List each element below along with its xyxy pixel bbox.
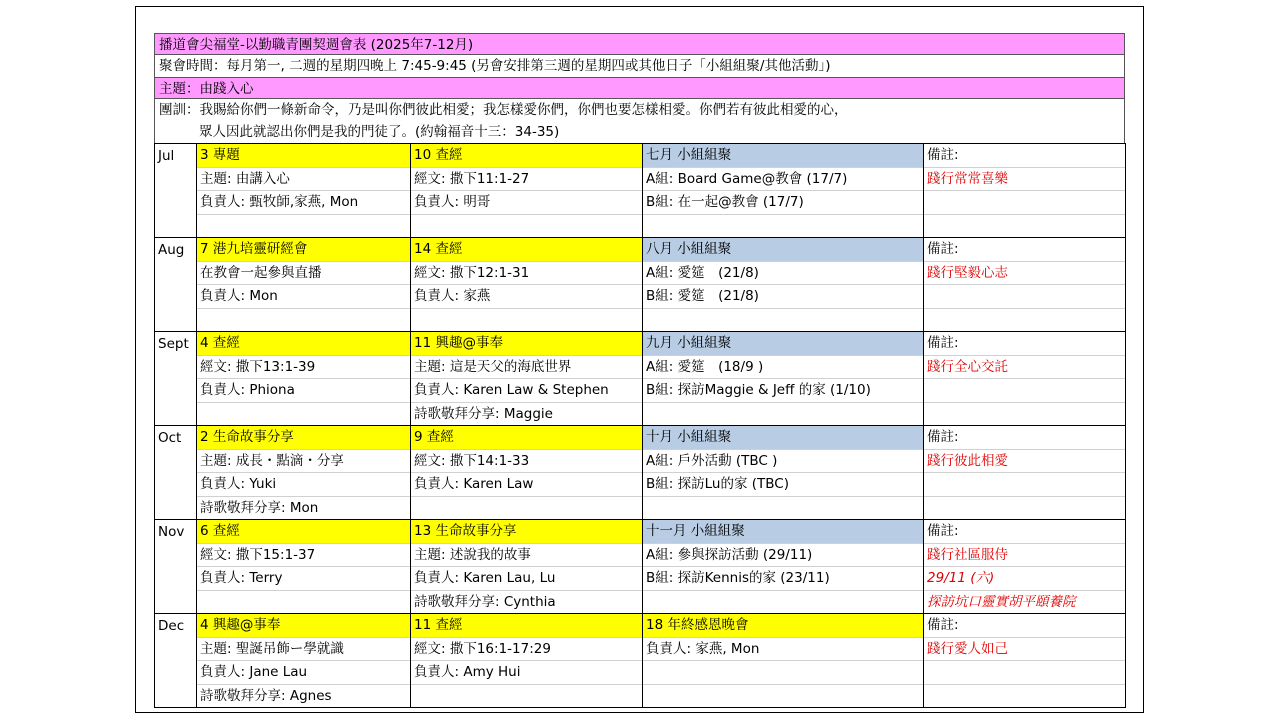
note-cell: 探訪坑口靈實胡平頤養院 (924, 590, 1126, 614)
meeting-time: 聚會時間：每月第一, 二週的星期四晚上 7:45-9:45 (另會安排第三週的星期四或其他日子「小組組聚/其他活動」) (154, 55, 1125, 77)
note-cell: 備註: (924, 520, 1126, 544)
month-cell (155, 191, 197, 215)
week2-cell: 主題: 述說我的故事 (411, 543, 643, 567)
schedule-row (155, 191, 1126, 215)
month-cell (155, 661, 197, 685)
week1-cell: 主題: 成長・點滴・分享 (197, 449, 411, 473)
week2-cell: 主題: 這是天父的海底世界 (411, 355, 643, 379)
schedule-row (155, 661, 1126, 685)
schedule-row (155, 402, 1126, 426)
group-cell: B組: 在一起@教會 (17/7) (643, 191, 924, 215)
note-cell: 踐行彼此相愛 (924, 449, 1126, 473)
note-cell: 備註: (924, 426, 1126, 450)
schedule-table (154, 143, 1126, 708)
motto-line-1: 團訓：我賜給你們一條新命令，乃是叫你們彼此相愛；我怎樣愛你們，你們也要怎樣相愛。你們若有彼此相愛的心， (154, 99, 1125, 121)
month-cell: Sept (155, 332, 197, 356)
week2-cell: 負責人: Karen Lau, Lu (411, 567, 643, 591)
schedule-row (155, 167, 1126, 191)
group-cell: 十一月 小組組聚 (643, 520, 924, 544)
schedule-row (155, 214, 1126, 238)
week1-cell: 經文: 撒下15:1-37 (197, 543, 411, 567)
schedule-row (155, 308, 1126, 332)
group-cell (643, 308, 924, 332)
group-cell: 負責人: 家燕, Mon (643, 637, 924, 661)
schedule-row (155, 449, 1126, 473)
week1-cell: 詩歌敬拜分享: Mon (197, 496, 411, 520)
note-cell (924, 285, 1126, 309)
week2-cell: 負責人: Karen Law & Stephen (411, 379, 643, 403)
week2-cell: 負責人: 家燕 (411, 285, 643, 309)
week2-cell: 負責人: Amy Hui (411, 661, 643, 685)
week1-cell: 在教會一起參與直播 (197, 261, 411, 285)
group-cell (643, 496, 924, 520)
group-cell: B組: 探訪Kennis的家 (23/11) (643, 567, 924, 591)
group-cell: 18 年終感恩晚會 (643, 614, 924, 638)
motto-line-2: 眾人因此就認出你們是我的門徒了。(約翰福音十三：34-35) (154, 121, 1125, 143)
week1-cell: 4 查經 (197, 332, 411, 356)
group-cell: A組: 愛筵 (21/8) (643, 261, 924, 285)
schedule-row (155, 590, 1126, 614)
group-cell (643, 590, 924, 614)
note-cell (924, 684, 1126, 708)
week2-cell: 9 查經 (411, 426, 643, 450)
note-cell (924, 308, 1126, 332)
schedule-row (155, 144, 1126, 168)
week2-cell: 經文: 撒下16:1-17:29 (411, 637, 643, 661)
group-cell: A組: 愛筵 (18/9 ) (643, 355, 924, 379)
note-cell (924, 661, 1126, 685)
week1-cell (197, 590, 411, 614)
schedule-row (155, 379, 1126, 403)
schedule-row (155, 684, 1126, 708)
group-cell: 七月 小組組聚 (643, 144, 924, 168)
note-cell: 踐行全心交託 (924, 355, 1126, 379)
group-cell (643, 214, 924, 238)
group-cell (643, 684, 924, 708)
month-cell: Aug (155, 238, 197, 262)
month-cell (155, 402, 197, 426)
week2-cell (411, 496, 643, 520)
schedule-row (155, 332, 1126, 356)
group-cell: 八月 小組組聚 (643, 238, 924, 262)
note-cell: 踐行常常喜樂 (924, 167, 1126, 191)
month-cell (155, 449, 197, 473)
month-cell: Jul (155, 144, 197, 168)
schedule-row (155, 567, 1126, 591)
week1-cell: 4 興趣@事奉 (197, 614, 411, 638)
week2-cell: 經文: 撒下12:1-31 (411, 261, 643, 285)
theme: 主題：由踐入心 (154, 77, 1125, 99)
week1-cell (197, 214, 411, 238)
week1-cell (197, 402, 411, 426)
month-cell (155, 285, 197, 309)
note-cell: 備註: (924, 614, 1126, 638)
month-cell (155, 473, 197, 497)
month-cell (155, 590, 197, 614)
group-cell: A組: 戶外活動 (TBC ) (643, 449, 924, 473)
note-cell: 備註: (924, 238, 1126, 262)
month-cell (155, 379, 197, 403)
week2-cell: 14 查經 (411, 238, 643, 262)
note-cell (924, 473, 1126, 497)
schedule-row (155, 614, 1126, 638)
week2-cell (411, 214, 643, 238)
schedule-row (155, 473, 1126, 497)
group-cell: B組: 愛筵 (21/8) (643, 285, 924, 309)
month-cell (155, 355, 197, 379)
week2-cell (411, 308, 643, 332)
week2-cell: 負責人: 明哥 (411, 191, 643, 215)
month-cell (155, 167, 197, 191)
week1-cell: 經文: 撒下13:1-39 (197, 355, 411, 379)
month-cell (155, 567, 197, 591)
week1-cell (197, 308, 411, 332)
note-cell (924, 214, 1126, 238)
week1-cell: 負責人: Mon (197, 285, 411, 309)
note-cell: 踐行堅毅心志 (924, 261, 1126, 285)
week1-cell: 負責人: Yuki (197, 473, 411, 497)
week1-cell: 6 查經 (197, 520, 411, 544)
group-cell: B組: 探訪Maggie & Jeff 的家 (1/10) (643, 379, 924, 403)
group-cell: 九月 小組組聚 (643, 332, 924, 356)
month-cell (155, 214, 197, 238)
schedule-row (155, 637, 1126, 661)
note-cell (924, 402, 1126, 426)
week2-cell: 經文: 撒下11:1-27 (411, 167, 643, 191)
schedule-row (155, 543, 1126, 567)
month-cell (155, 308, 197, 332)
week2-cell: 詩歌敬拜分享: Cynthia (411, 590, 643, 614)
note-cell: 備註: (924, 332, 1126, 356)
week1-cell: 負責人: 甄牧師,家燕, Mon (197, 191, 411, 215)
note-cell (924, 191, 1126, 215)
month-cell (155, 543, 197, 567)
slide (135, 6, 1144, 713)
month-cell (155, 261, 197, 285)
week1-cell: 詩歌敬拜分享: Agnes (197, 684, 411, 708)
week2-cell: 11 興趣@事奉 (411, 332, 643, 356)
week1-cell: 主題: 聖誕吊飾ー學就識 (197, 637, 411, 661)
week2-cell: 13 生命故事分享 (411, 520, 643, 544)
schedule-row (155, 261, 1126, 285)
week1-cell: 負責人: Jane Lau (197, 661, 411, 685)
week1-cell: 主題: 由講入心 (197, 167, 411, 191)
week2-cell: 經文: 撒下14:1-33 (411, 449, 643, 473)
note-cell (924, 379, 1126, 403)
note-cell: 29/11 (六) (924, 567, 1126, 591)
week2-cell (411, 684, 643, 708)
group-cell: A組: 參與探訪活動 (29/11) (643, 543, 924, 567)
week2-cell: 詩歌敬拜分享: Maggie (411, 402, 643, 426)
group-cell: B組: 探訪Lu的家 (TBC) (643, 473, 924, 497)
schedule-row (155, 355, 1126, 379)
week2-cell: 負責人: Karen Law (411, 473, 643, 497)
week2-cell: 11 查經 (411, 614, 643, 638)
week1-cell: 負責人: Phiona (197, 379, 411, 403)
spreadsheet (154, 33, 1125, 708)
schedule-row (155, 520, 1126, 544)
note-cell: 踐行愛人如己 (924, 637, 1126, 661)
week1-cell: 7 港九培靈研經會 (197, 238, 411, 262)
month-cell (155, 637, 197, 661)
week1-cell: 3 專題 (197, 144, 411, 168)
schedule-row (155, 285, 1126, 309)
month-cell: Oct (155, 426, 197, 450)
note-cell (924, 496, 1126, 520)
group-cell: 十月 小組組聚 (643, 426, 924, 450)
week2-cell: 10 查經 (411, 144, 643, 168)
week1-cell: 2 生命故事分享 (197, 426, 411, 450)
week1-cell: 負責人: Terry (197, 567, 411, 591)
month-cell (155, 496, 197, 520)
schedule-row (155, 238, 1126, 262)
sheet-title: 播道會尖福堂-以勤職青團契週會表 (2025年7-12月) (154, 33, 1125, 55)
month-cell: Dec (155, 614, 197, 638)
schedule-row (155, 496, 1126, 520)
group-cell (643, 402, 924, 426)
schedule-row (155, 426, 1126, 450)
note-cell: 備註: (924, 144, 1126, 168)
group-cell (643, 661, 924, 685)
month-cell (155, 684, 197, 708)
month-cell: Nov (155, 520, 197, 544)
note-cell: 踐行社區服侍 (924, 543, 1126, 567)
group-cell: A組: Board Game@教會 (17/7) (643, 167, 924, 191)
